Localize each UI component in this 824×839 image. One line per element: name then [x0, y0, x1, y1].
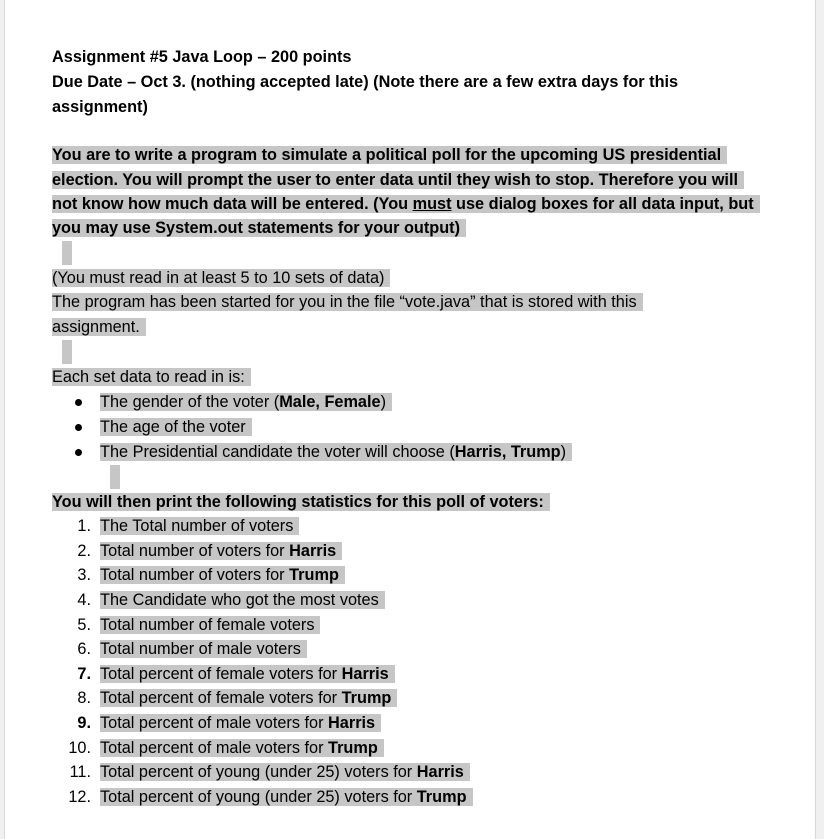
started-line-2: assignment. — [52, 318, 146, 336]
read-note: (You must read in at least 5 to 10 sets of data) — [52, 269, 390, 287]
stats-item: Total number of voters for Trump — [100, 563, 345, 587]
list-number: 11. — [69, 763, 91, 781]
list-number: 7. — [77, 665, 91, 683]
list-number: 1. — [77, 517, 91, 535]
stats-heading: You will then print the following statistics for this poll of voters: — [52, 493, 550, 511]
highlight-blank — [62, 241, 72, 265]
stats-item: Total percent of male voters for Harris — [100, 711, 381, 735]
stats-item: The Total number of voters — [100, 514, 299, 538]
list-item: The gender of the voter (Male, Female) — [100, 390, 392, 414]
list-number: 9. — [77, 714, 91, 732]
started-line-1: The program has been started for you in the file “vote.java” that is stored with this — [52, 293, 643, 311]
list-item: The Presidential candidate the voter will choose (Harris, Trump) — [100, 440, 572, 464]
stats-item: Total percent of young (under 25) voters for Trump — [100, 785, 473, 809]
must-underlined: must — [412, 195, 452, 213]
due-date-line: Due Date – Oct 3. (nothing accepted late) (Note there are a few extra days for this — [52, 73, 679, 91]
stats-item: Total percent of male voters for Trump — [100, 736, 384, 760]
stats-item: Total percent of female voters for Harris — [100, 662, 395, 686]
stats-item: Total number of voters for Harris — [100, 539, 342, 563]
intro-line-3: not know how much data will be entered. (You must use dialog boxes for all data input, but — [52, 195, 760, 213]
stats-item: Total number of male voters — [100, 637, 307, 661]
highlight-blank — [62, 340, 72, 364]
due-date-line-cont: assignment) — [52, 98, 148, 116]
stats-item: The Candidate who got the most votes — [100, 588, 385, 612]
stats-item: Total number of female voters — [100, 613, 320, 637]
list-number: 12. — [68, 788, 91, 806]
intro-line-2: election. You will prompt the user to enter data until they wish to stop. Therefore you will — [52, 171, 744, 189]
list-number: 5. — [77, 616, 91, 634]
stats-item: Total percent of female voters for Trump — [100, 686, 397, 710]
stats-item: Total percent of young (under 25) voters for Harris — [100, 760, 470, 784]
data-set-heading: Each set data to read in is: — [52, 368, 251, 386]
list-number: 2. — [77, 542, 91, 560]
intro-line-4: you may use System.out statements for your output) — [52, 219, 466, 237]
highlight-blank — [110, 465, 120, 489]
bullet-icon — [75, 449, 82, 456]
bullet-icon — [75, 424, 82, 431]
bullet-icon — [75, 399, 82, 406]
list-number: 10. — [68, 739, 91, 757]
intro-paragraph — [52, 143, 727, 167]
list-number: 8. — [77, 689, 91, 707]
intro-line-1: You are to write a program to simulate a political poll for the upcoming US presidential — [52, 146, 727, 164]
list-item: The age of the voter — [100, 415, 252, 439]
list-number: 3. — [77, 566, 91, 584]
list-number: 4. — [77, 591, 91, 609]
document-page — [4, 0, 816, 839]
assignment-title: Assignment #5 Java Loop – 200 points — [52, 48, 352, 66]
list-number: 6. — [77, 640, 91, 658]
